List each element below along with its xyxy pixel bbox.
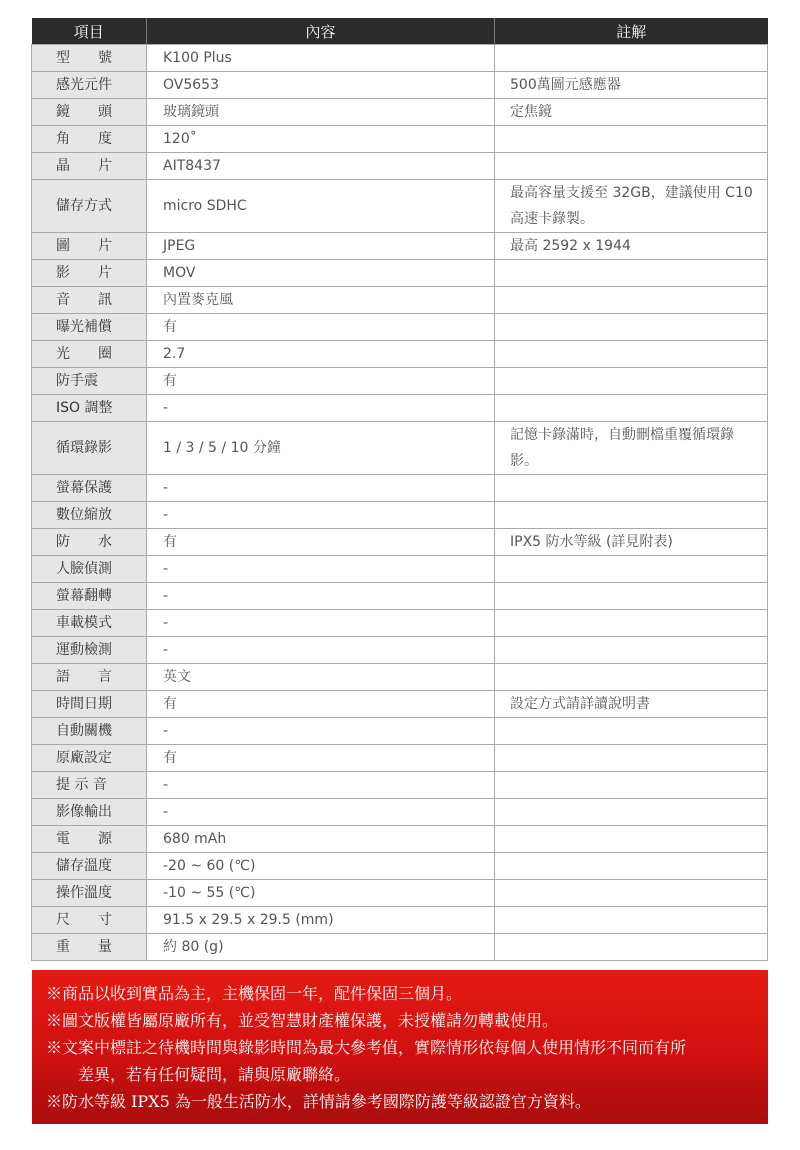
row-label: 光 圈 xyxy=(32,341,147,368)
table-row xyxy=(32,610,768,637)
row-value: AIT8437 xyxy=(147,153,495,180)
row-value: -10 ~ 55 (℃) xyxy=(147,880,495,907)
row-label: 圖 片 xyxy=(32,233,147,260)
header-note: 註解 xyxy=(495,18,768,45)
row-value: JPEG xyxy=(147,233,495,260)
row-note xyxy=(495,745,768,772)
row-note xyxy=(495,502,768,529)
table-row xyxy=(32,153,768,180)
row-label: 型 號 xyxy=(32,45,147,72)
row-label: 感光元件 xyxy=(32,72,147,99)
row-note: 記憶卡錄滿時，自動刪檔重覆循環錄影。 xyxy=(495,422,768,475)
row-value: 有 xyxy=(147,368,495,395)
row-note xyxy=(495,368,768,395)
row-note: 最高容量支援至 32GB，建議使用 C10 高速卡錄製。 xyxy=(495,180,768,233)
row-label: 儲存溫度 xyxy=(32,853,147,880)
row-note xyxy=(495,934,768,961)
table-row xyxy=(32,529,768,556)
table-row xyxy=(32,422,768,475)
row-label: 數位縮放 xyxy=(32,502,147,529)
table-row xyxy=(32,691,768,718)
table-row xyxy=(32,314,768,341)
row-value: -20 ~ 60 (℃) xyxy=(147,853,495,880)
row-note xyxy=(495,718,768,745)
row-note xyxy=(495,826,768,853)
row-label: 音 訊 xyxy=(32,287,147,314)
row-label: 提 示 音 xyxy=(32,772,147,799)
row-value: micro SDHC xyxy=(147,180,495,233)
row-note: IPX5 防水等級 (詳見附表) xyxy=(495,529,768,556)
spec-table-body xyxy=(32,45,768,961)
row-label: 原廠設定 xyxy=(32,745,147,772)
row-value: 約 80 (g) xyxy=(147,934,495,961)
table-row xyxy=(32,260,768,287)
row-value: 有 xyxy=(147,691,495,718)
row-note xyxy=(495,772,768,799)
row-value: 玻璃鏡頭 xyxy=(147,99,495,126)
row-label: 防手震 xyxy=(32,368,147,395)
row-label: 重 量 xyxy=(32,934,147,961)
row-note xyxy=(495,799,768,826)
row-value: - xyxy=(147,583,495,610)
table-row xyxy=(32,718,768,745)
row-label: 晶 片 xyxy=(32,153,147,180)
table-row xyxy=(32,745,768,772)
row-value: 680 mAh xyxy=(147,826,495,853)
row-value: - xyxy=(147,556,495,583)
row-value: - xyxy=(147,772,495,799)
table-row xyxy=(32,772,768,799)
row-label: 操作溫度 xyxy=(32,880,147,907)
table-row xyxy=(32,180,768,233)
row-value: - xyxy=(147,502,495,529)
row-note xyxy=(495,126,768,153)
row-value: MOV xyxy=(147,260,495,287)
row-label: 螢幕保護 xyxy=(32,475,147,502)
row-value: 2.7 xyxy=(147,341,495,368)
table-row xyxy=(32,45,768,72)
row-label: 車載模式 xyxy=(32,610,147,637)
row-label: 自動關機 xyxy=(32,718,147,745)
row-value: 91.5 x 29.5 x 29.5 (mm) xyxy=(147,907,495,934)
row-value: - xyxy=(147,799,495,826)
table-row xyxy=(32,583,768,610)
row-note xyxy=(495,260,768,287)
row-value: - xyxy=(147,637,495,664)
row-value: - xyxy=(147,718,495,745)
table-row xyxy=(32,126,768,153)
table-row xyxy=(32,341,768,368)
table-row xyxy=(32,287,768,314)
notice-line: ※圖文版權皆屬原廠所有，並受智慧財產權保護，未授權請勿轉載使用。 xyxy=(46,1011,559,1030)
table-row xyxy=(32,502,768,529)
row-note xyxy=(495,880,768,907)
row-note xyxy=(495,853,768,880)
row-value: OV5653 xyxy=(147,72,495,99)
row-label: 運動檢測 xyxy=(32,637,147,664)
row-label: 人臉偵測 xyxy=(32,556,147,583)
notice-box xyxy=(32,970,768,1124)
row-value: 內置麥克風 xyxy=(147,287,495,314)
spec-table-header xyxy=(32,18,768,45)
row-value: 英文 xyxy=(147,664,495,691)
row-note xyxy=(495,610,768,637)
row-note: 500萬圖元感應器 xyxy=(495,72,768,99)
row-note xyxy=(495,637,768,664)
row-note xyxy=(495,475,768,502)
table-row xyxy=(32,664,768,691)
notice-line: ※防水等級 IPX5 為一般生活防水，詳情請參考國際防護等級認證官方資料。 xyxy=(46,1092,591,1111)
table-row xyxy=(32,395,768,422)
notice-line: 差異，若有任何疑問，請與原廠聯絡。 xyxy=(78,1065,351,1084)
row-label: 電 源 xyxy=(32,826,147,853)
row-note: 定焦鏡 xyxy=(495,99,768,126)
row-label: 防 水 xyxy=(32,529,147,556)
header-content: 內容 xyxy=(147,18,495,45)
row-label: 角 度 xyxy=(32,126,147,153)
table-row xyxy=(32,799,768,826)
row-value: - xyxy=(147,395,495,422)
row-label: 影像輸出 xyxy=(32,799,147,826)
table-row xyxy=(32,99,768,126)
row-value: 有 xyxy=(147,314,495,341)
table-row xyxy=(32,907,768,934)
table-row xyxy=(32,853,768,880)
row-label: 鏡 頭 xyxy=(32,99,147,126)
row-note xyxy=(495,664,768,691)
spec-table xyxy=(31,18,768,961)
table-row xyxy=(32,934,768,961)
table-row xyxy=(32,826,768,853)
row-label: 曝光補償 xyxy=(32,314,147,341)
row-label: 螢幕翻轉 xyxy=(32,583,147,610)
row-label: ISO 調整 xyxy=(32,395,147,422)
row-note xyxy=(495,45,768,72)
header-item: 項目 xyxy=(32,18,147,45)
table-row xyxy=(32,233,768,260)
row-label: 影 片 xyxy=(32,260,147,287)
notice-line: ※商品以收到實品為主，主機保固一年，配件保固三個月。 xyxy=(46,984,463,1003)
table-row xyxy=(32,880,768,907)
row-value: - xyxy=(147,475,495,502)
table-row xyxy=(32,72,768,99)
table-row xyxy=(32,368,768,395)
row-note xyxy=(495,907,768,934)
row-label: 儲存方式 xyxy=(32,180,147,233)
row-value: K100 Plus xyxy=(147,45,495,72)
row-label: 時間日期 xyxy=(32,691,147,718)
row-value: 有 xyxy=(147,745,495,772)
header-row xyxy=(32,18,768,45)
row-note xyxy=(495,583,768,610)
row-note: 設定方式請詳讀說明書 xyxy=(495,691,768,718)
row-note xyxy=(495,341,768,368)
notice-line: ※文案中標註之待機時間與錄影時間為最大參考值，實際情形依每個人使用情形不同而有所 xyxy=(46,1038,687,1057)
row-label: 循環錄影 xyxy=(32,422,147,475)
row-note xyxy=(495,395,768,422)
row-value: 有 xyxy=(147,529,495,556)
row-value: 1 / 3 / 5 / 10 分鐘 xyxy=(147,422,495,475)
table-row xyxy=(32,637,768,664)
table-row xyxy=(32,556,768,583)
table-row xyxy=(32,475,768,502)
row-label: 語 言 xyxy=(32,664,147,691)
row-note xyxy=(495,314,768,341)
row-value: - xyxy=(147,610,495,637)
row-value: 120˚ xyxy=(147,126,495,153)
row-note: 最高 2592 x 1944 xyxy=(495,233,768,260)
row-label: 尺 寸 xyxy=(32,907,147,934)
row-note xyxy=(495,556,768,583)
row-note xyxy=(495,287,768,314)
row-note xyxy=(495,153,768,180)
